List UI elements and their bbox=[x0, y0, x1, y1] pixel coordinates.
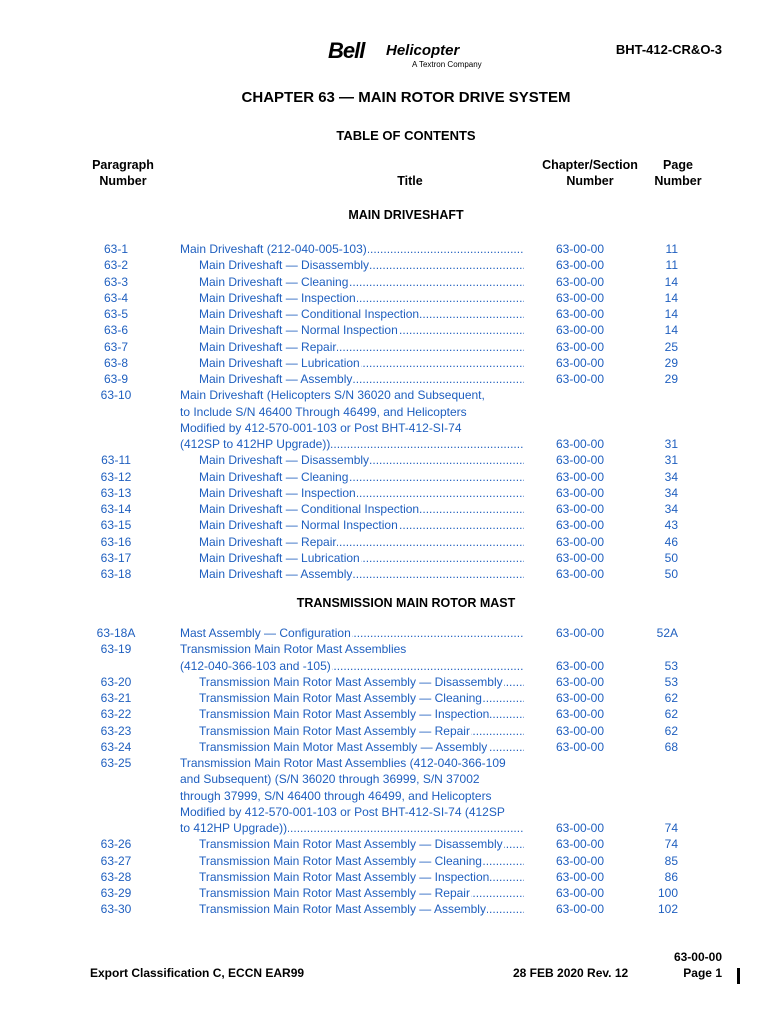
toc-entry[interactable] bbox=[0, 452, 768, 468]
toc-chapter-number: 63-00-00 bbox=[555, 470, 605, 484]
toc-entry-title[interactable]: Main Driveshaft — Conditional Inspection ..... bbox=[199, 306, 524, 322]
toc-entry-title[interactable]: Main Driveshaft — Normal Inspection ..... bbox=[199, 322, 524, 338]
toc-paragraph-number[interactable]: 63-25 bbox=[100, 756, 132, 770]
toc-paragraph-number[interactable]: 63-17 bbox=[100, 551, 132, 565]
footer-page: Page 1 bbox=[683, 966, 722, 980]
toc-page-number[interactable]: 25 bbox=[664, 340, 678, 354]
toc-entry-title[interactable]: Main Driveshaft — Disassembly ..... bbox=[199, 257, 524, 273]
toc-entry[interactable] bbox=[0, 306, 768, 322]
toc-entry-title[interactable]: Main Driveshaft — Repair ..... bbox=[199, 339, 524, 355]
toc-page-number[interactable]: 29 bbox=[664, 372, 678, 386]
toc-entry[interactable] bbox=[0, 387, 768, 403]
toc-entry-title[interactable]: Transmission Main Rotor Mast Assembly — Repair ..... bbox=[199, 885, 524, 901]
toc-page-number[interactable]: 74 bbox=[664, 821, 678, 835]
toc-chapter-number: 63-00-00 bbox=[555, 275, 605, 289]
section-heading: MAIN DRIVESHAFT bbox=[348, 208, 464, 222]
toc-paragraph-number[interactable]: 63-5 bbox=[103, 307, 129, 321]
toc-chapter-number: 63-00-00 bbox=[555, 675, 605, 689]
toc-chapter-number: 63-00-00 bbox=[555, 740, 605, 754]
toc-entry[interactable] bbox=[0, 257, 768, 273]
toc-page-number[interactable]: 102 bbox=[657, 902, 678, 916]
toc-page-number[interactable]: 62 bbox=[664, 724, 678, 738]
toc-entry[interactable] bbox=[0, 322, 768, 338]
toc-paragraph-number[interactable]: 63-23 bbox=[100, 724, 132, 738]
toc-entry[interactable] bbox=[0, 355, 768, 371]
toc-paragraph-number[interactable]: 63-13 bbox=[100, 486, 132, 500]
column-header-page-line2: Number bbox=[654, 174, 702, 188]
toc-entry[interactable] bbox=[0, 885, 768, 901]
toc-page-number[interactable]: 31 bbox=[664, 437, 678, 451]
toc-page-number[interactable]: 34 bbox=[664, 470, 678, 484]
toc-entry[interactable] bbox=[0, 241, 768, 257]
toc-entry[interactable] bbox=[0, 566, 768, 582]
toc-entry[interactable] bbox=[0, 641, 768, 657]
toc-entry-title[interactable]: to Include S/N 46400 Through 46499, and Helicopters bbox=[180, 405, 467, 419]
toc-chapter-number: 63-00-00 bbox=[555, 307, 605, 321]
toc-entry[interactable] bbox=[0, 690, 768, 706]
toc-page-number[interactable]: 52A bbox=[656, 626, 678, 640]
toc-page-number[interactable]: 34 bbox=[664, 502, 678, 516]
toc-page-number[interactable]: 14 bbox=[664, 275, 678, 289]
toc-chapter-number: 63-00-00 bbox=[555, 870, 605, 884]
toc-entry-title[interactable]: Main Driveshaft — Disassembly ..... bbox=[199, 452, 524, 468]
toc-entry[interactable] bbox=[0, 853, 768, 869]
toc-paragraph-number[interactable]: 63-12 bbox=[100, 470, 132, 484]
toc-page-number[interactable]: 62 bbox=[664, 691, 678, 705]
column-header-page bbox=[646, 157, 710, 189]
toc-chapter-number: 63-00-00 bbox=[555, 886, 605, 900]
toc-paragraph-number[interactable]: 63-22 bbox=[100, 707, 132, 721]
toc-chapter-number: 63-00-00 bbox=[555, 821, 605, 835]
toc-paragraph-number[interactable]: 63-24 bbox=[100, 740, 132, 754]
toc-chapter-number: 63-00-00 bbox=[555, 291, 605, 305]
toc-paragraph-number[interactable]: 63-20 bbox=[100, 675, 132, 689]
column-header-page-line1: Page bbox=[663, 158, 693, 172]
toc-entry-title[interactable]: (412SP to 412HP Upgrade)) ..... bbox=[180, 436, 524, 452]
toc-page-number[interactable]: 29 bbox=[664, 356, 678, 370]
toc-page-number[interactable]: 14 bbox=[664, 291, 678, 305]
toc-chapter-number: 63-00-00 bbox=[555, 707, 605, 721]
toc-chapter-number: 63-00-00 bbox=[555, 535, 605, 549]
chapter-title: CHAPTER 63 — MAIN ROTOR DRIVE SYSTEM bbox=[241, 89, 571, 106]
toc-entry-title[interactable]: Transmission Main Rotor Mast Assembly — Repair ..... bbox=[199, 723, 524, 739]
toc-entry-title[interactable]: Main Driveshaft (212-040-005-103) ..... bbox=[180, 241, 524, 257]
toc-page-number[interactable]: 50 bbox=[664, 551, 678, 565]
toc-chapter-number: 63-00-00 bbox=[555, 567, 605, 581]
footer-date-rev: 28 FEB 2020 Rev. 12 bbox=[513, 966, 629, 980]
toc-chapter-number: 63-00-00 bbox=[555, 340, 605, 354]
toc-paragraph-number[interactable]: 63-11 bbox=[101, 453, 131, 467]
toc-paragraph-number[interactable]: 63-21 bbox=[100, 691, 132, 705]
toc-entry[interactable] bbox=[0, 658, 768, 674]
toc-entry[interactable] bbox=[0, 820, 768, 836]
toc-entry[interactable] bbox=[0, 290, 768, 306]
toc-chapter-number: 63-00-00 bbox=[555, 659, 605, 673]
toc-chapter-number: 63-00-00 bbox=[555, 437, 605, 451]
toc-paragraph-number[interactable]: 63-14 bbox=[100, 502, 132, 516]
toc-entry-title[interactable]: Main Driveshaft — Cleaning ..... bbox=[199, 274, 524, 290]
toc-chapter-number: 63-00-00 bbox=[555, 486, 605, 500]
toc-paragraph-number[interactable]: 63-8 bbox=[103, 356, 129, 370]
toc-paragraph-number[interactable]: 63-3 bbox=[103, 275, 129, 289]
toc-entry-title[interactable]: Transmission Main Rotor Mast Assemblies bbox=[180, 642, 407, 656]
toc-paragraph-number[interactable]: 63-26 bbox=[100, 837, 132, 851]
toc-page-number[interactable]: 14 bbox=[664, 307, 678, 321]
change-bar bbox=[737, 968, 740, 984]
toc-entry-title[interactable]: Main Driveshaft — Lubrication ..... bbox=[199, 355, 524, 371]
column-header-chapter bbox=[540, 157, 640, 189]
column-header-paragraph-line1: Paragraph bbox=[92, 158, 154, 172]
toc-entry-title[interactable]: Main Driveshaft — Inspection ..... bbox=[199, 290, 524, 306]
toc-page-number[interactable]: 53 bbox=[664, 675, 678, 689]
toc-paragraph-number[interactable]: 63-9 bbox=[103, 372, 129, 386]
toc-entry-title[interactable]: through 37999, S/N 46400 through 46499, and Helicopters bbox=[180, 789, 492, 803]
toc-entry[interactable] bbox=[0, 420, 768, 436]
toc-page-number[interactable]: 100 bbox=[657, 886, 678, 900]
toc-entry-title[interactable]: Transmission Main Rotor Mast Assembly — Disassembly ..... bbox=[199, 836, 524, 852]
logo-product: Helicopter bbox=[386, 42, 460, 59]
toc-paragraph-number[interactable]: 63-10 bbox=[100, 388, 132, 402]
toc-entry-title[interactable]: Mast Assembly — Configuration ..... bbox=[180, 625, 524, 641]
toc-page-number[interactable]: 43 bbox=[664, 518, 678, 532]
toc-entry-title[interactable]: Main Driveshaft — Assembly ..... bbox=[199, 566, 524, 582]
toc-paragraph-number[interactable]: 63-15 bbox=[100, 518, 132, 532]
toc-page-number[interactable]: 14 bbox=[664, 323, 678, 337]
toc-entry-title[interactable]: Main Driveshaft — Lubrication ..... bbox=[199, 550, 524, 566]
toc-chapter-number: 63-00-00 bbox=[555, 837, 605, 851]
footer-code: 63-00-00 bbox=[673, 950, 722, 964]
toc-page-number[interactable]: 85 bbox=[664, 854, 678, 868]
toc-entry-title[interactable]: Main Driveshaft — Conditional Inspection ..... bbox=[199, 501, 524, 517]
toc-entry[interactable] bbox=[0, 706, 768, 722]
toc-paragraph-number[interactable]: 63-29 bbox=[100, 886, 132, 900]
toc-paragraph-number[interactable]: 63-7 bbox=[103, 340, 129, 354]
toc-entry[interactable] bbox=[0, 485, 768, 501]
toc-entry[interactable] bbox=[0, 534, 768, 550]
toc-paragraph-number[interactable]: 63-30 bbox=[100, 902, 132, 916]
toc-page-number[interactable]: 74 bbox=[664, 837, 678, 851]
toc-chapter-number: 63-00-00 bbox=[555, 372, 605, 386]
toc-entry[interactable] bbox=[0, 901, 768, 917]
toc-entry-title[interactable]: and Subsequent) (S/N 36020 through 36999, S/N 37002 bbox=[180, 772, 480, 786]
footer-export: Export Classification C, ECCN EAR99 bbox=[90, 966, 305, 980]
toc-chapter-number: 63-00-00 bbox=[555, 258, 605, 272]
toc-entry[interactable] bbox=[0, 723, 768, 739]
toc-paragraph-number[interactable]: 63-18A bbox=[96, 626, 136, 640]
toc-chapter-number: 63-00-00 bbox=[555, 356, 605, 370]
toc-entry-title[interactable]: Main Driveshaft (Helicopters S/N 36020 and Subsequent, bbox=[180, 388, 485, 402]
toc-title: TABLE OF CONTENTS bbox=[336, 128, 476, 143]
toc-entry[interactable] bbox=[0, 836, 768, 852]
toc-paragraph-number[interactable]: 63-16 bbox=[100, 535, 132, 549]
toc-chapter-number: 63-00-00 bbox=[555, 902, 605, 916]
toc-entry-title[interactable]: Main Driveshaft — Cleaning ..... bbox=[199, 469, 524, 485]
toc-entry-title[interactable]: Main Driveshaft — Repair ..... bbox=[199, 534, 524, 550]
toc-entry[interactable] bbox=[0, 804, 768, 820]
toc-entry[interactable] bbox=[0, 469, 768, 485]
toc-chapter-number: 63-00-00 bbox=[555, 453, 605, 467]
toc-entry[interactable] bbox=[0, 404, 768, 420]
toc-entry-title[interactable]: Transmission Main Rotor Mast Assembly — Disassembly ..... bbox=[199, 674, 524, 690]
toc-entry-title[interactable]: (412-040-366-103 and -105) ..... bbox=[180, 658, 524, 674]
toc-page-number[interactable]: 31 bbox=[664, 453, 678, 467]
toc-paragraph-number[interactable]: 63-2 bbox=[103, 258, 129, 272]
toc-entry-title[interactable]: Transmission Main Rotor Mast Assembly — Assembly ..... bbox=[199, 901, 524, 917]
toc-paragraph-number[interactable]: 63-28 bbox=[100, 870, 132, 884]
toc-chapter-number: 63-00-00 bbox=[555, 724, 605, 738]
toc-paragraph-number[interactable]: 63-6 bbox=[103, 323, 129, 337]
toc-entry[interactable] bbox=[0, 625, 768, 641]
toc-page-number[interactable]: 50 bbox=[664, 567, 678, 581]
toc-page-number[interactable]: 11 bbox=[665, 242, 678, 256]
toc-entry[interactable] bbox=[0, 550, 768, 566]
toc-entry[interactable] bbox=[0, 788, 768, 804]
toc-entry-title[interactable]: Transmission Main Motor Mast Assembly — Assembly ..... bbox=[199, 739, 524, 755]
toc-paragraph-number[interactable]: 63-4 bbox=[103, 291, 129, 305]
column-header-paragraph-line2: Number bbox=[99, 174, 147, 188]
toc-chapter-number: 63-00-00 bbox=[555, 626, 605, 640]
toc-entry-title[interactable]: to 412HP Upgrade)) ..... bbox=[180, 820, 524, 836]
toc-chapter-number: 63-00-00 bbox=[555, 854, 605, 868]
toc-chapter-number: 63-00-00 bbox=[555, 691, 605, 705]
toc-entry[interactable] bbox=[0, 771, 768, 787]
toc-page-number[interactable]: 11 bbox=[665, 258, 678, 272]
toc-page-number[interactable]: 46 bbox=[664, 535, 678, 549]
document-number: BHT-412-CR&O-3 bbox=[615, 42, 722, 57]
logo-brand: Bell bbox=[328, 38, 365, 63]
toc-chapter-number: 63-00-00 bbox=[555, 242, 605, 256]
toc-chapter-number: 63-00-00 bbox=[555, 502, 605, 516]
toc-page-number[interactable]: 34 bbox=[664, 486, 678, 500]
toc-entry-title[interactable]: Transmission Main Rotor Mast Assemblies (412-040-366-109 bbox=[180, 756, 506, 770]
toc-entry[interactable] bbox=[0, 339, 768, 355]
toc-paragraph-number[interactable]: 63-19 bbox=[100, 642, 132, 656]
toc-entry-title[interactable]: Transmission Main Rotor Mast Assembly — Cleaning ..... bbox=[199, 853, 524, 869]
toc-chapter-number: 63-00-00 bbox=[555, 551, 605, 565]
toc-entry-title[interactable]: Modified by 412-570-001-103 or Post BHT-412-SI-74 bbox=[180, 421, 462, 435]
toc-page-number[interactable]: 62 bbox=[664, 707, 678, 721]
toc-entry[interactable] bbox=[0, 436, 768, 452]
toc-entry-title[interactable]: Main Driveshaft — Normal Inspection ..... bbox=[199, 517, 524, 533]
toc-entry-title[interactable]: Transmission Main Rotor Mast Assembly — Cleaning ..... bbox=[199, 690, 524, 706]
toc-entry-title[interactable]: Main Driveshaft — Assembly ..... bbox=[199, 371, 524, 387]
toc-chapter-number: 63-00-00 bbox=[555, 323, 605, 337]
toc-page-number[interactable]: 53 bbox=[664, 659, 678, 673]
bell-helicopter-logo bbox=[328, 38, 488, 72]
toc-paragraph-number[interactable]: 63-27 bbox=[100, 854, 132, 868]
toc-entry-title[interactable]: Transmission Main Rotor Mast Assembly — Inspection ..... bbox=[199, 706, 524, 722]
toc-entry[interactable] bbox=[0, 739, 768, 755]
toc-entry[interactable] bbox=[0, 674, 768, 690]
toc-entry[interactable] bbox=[0, 501, 768, 517]
toc-entry[interactable] bbox=[0, 274, 768, 290]
toc-page-number[interactable]: 86 bbox=[664, 870, 678, 884]
toc-entry[interactable] bbox=[0, 517, 768, 533]
toc-entry[interactable] bbox=[0, 371, 768, 387]
column-header-title: Title bbox=[397, 174, 423, 188]
column-header-paragraph bbox=[88, 157, 158, 189]
toc-entry-title[interactable]: Main Driveshaft — Inspection ..... bbox=[199, 485, 524, 501]
toc-entry[interactable] bbox=[0, 755, 768, 771]
toc-entry-title[interactable]: Modified by 412-570-001-103 or Post BHT-412-SI-74 (412SP bbox=[180, 805, 505, 819]
section-heading: TRANSMISSION MAIN ROTOR MAST bbox=[296, 596, 516, 610]
column-header-chapter-line1: Chapter/Section bbox=[542, 158, 638, 172]
toc-paragraph-number[interactable]: 63-18 bbox=[100, 567, 132, 581]
toc-paragraph-number[interactable]: 63-1 bbox=[103, 242, 129, 256]
toc-chapter-number: 63-00-00 bbox=[555, 518, 605, 532]
toc-entry-title[interactable]: Transmission Main Rotor Mast Assembly — Inspection ..... bbox=[199, 869, 524, 885]
toc-page-number[interactable]: 68 bbox=[664, 740, 678, 754]
toc-entry[interactable] bbox=[0, 869, 768, 885]
logo-tagline: A Textron Company bbox=[412, 60, 482, 69]
column-header-chapter-line2: Number bbox=[566, 174, 614, 188]
